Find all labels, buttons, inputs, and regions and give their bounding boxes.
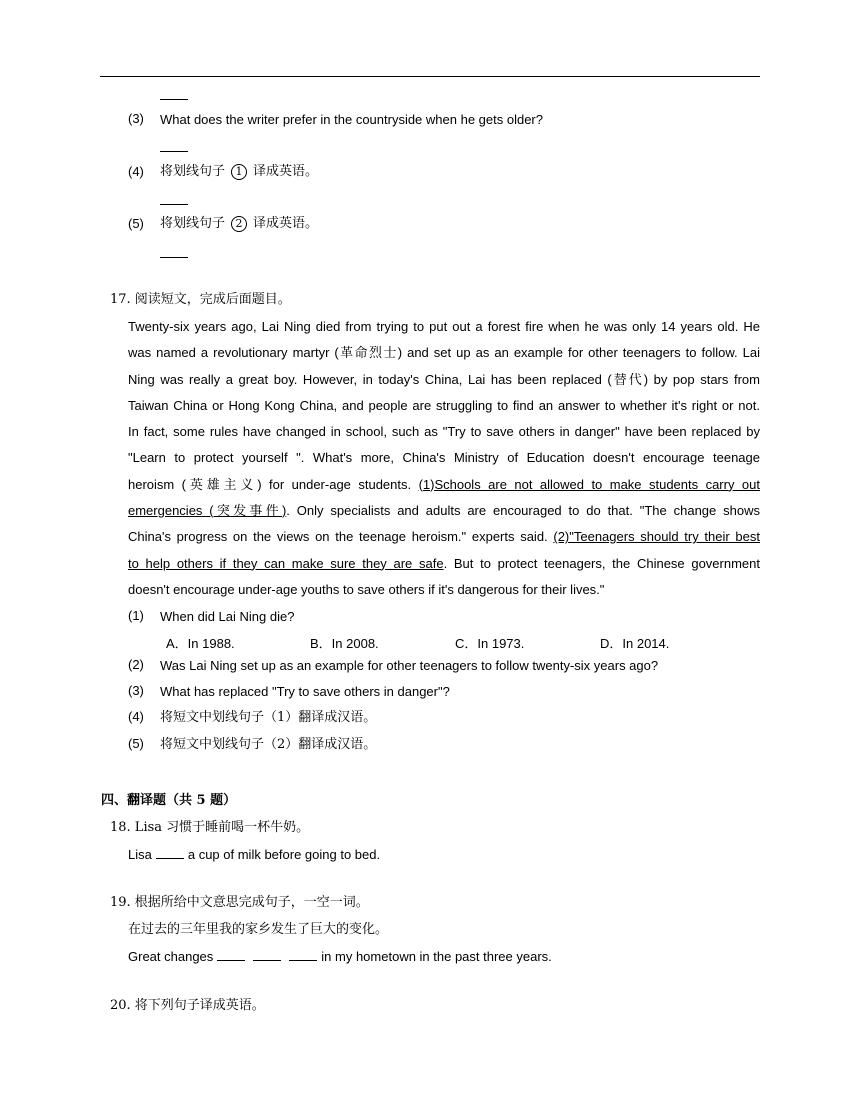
passage-line: to help others if they can make sure they are safe. But to protect teenagers, the Chinese government <box>128 555 760 571</box>
answer-blank[interactable] <box>289 948 317 961</box>
underlined-sentence-1: emergencies ( <box>128 503 214 519</box>
question-title: 18. Lisa 习惯于睡前喝一杯牛奶。 <box>110 820 310 835</box>
underlined-sentence-2: (2)"Teenagers should try their best <box>553 529 760 545</box>
underlined-sentence-1: (1)Schools are not allowed to make students carry out <box>418 476 760 492</box>
answer-blank[interactable] <box>217 948 245 961</box>
question-number: (2) <box>128 657 144 672</box>
question-number: (1) <box>128 608 144 623</box>
option-b[interactable]: B．In 2008. <box>310 636 379 651</box>
underlined-sentence-2: to help others if they can make sure they are safe <box>128 555 444 571</box>
question-number: (5) <box>128 216 144 231</box>
question-text: What has replaced "Try to save others in danger"? <box>160 684 450 699</box>
question-number: (4) <box>128 709 144 724</box>
question-number: (3) <box>128 111 144 126</box>
fill-in-sentence: Lisa a cup of milk before going to bed. <box>128 847 381 862</box>
passage-line: Twenty-six years ago, Lai Ning died from trying to put out a forest fire when he was only 14 years old. He <box>128 319 760 334</box>
question-text: When did Lai Ning die? <box>160 609 295 624</box>
question-text: What does the writer prefer in the countryside when he gets older? <box>160 112 543 127</box>
question-title: 20. 将下列句子译成英语。 <box>110 998 265 1013</box>
answer-blank[interactable] <box>160 257 188 258</box>
option-c[interactable]: C．In 1973. <box>455 636 525 651</box>
passage-line: was named a revolutionary martyr (革命烈士) and set up as an example for other teenagers to follow. Lai <box>128 345 760 362</box>
option-a[interactable]: A．In 1988. <box>166 636 235 651</box>
answer-blank[interactable] <box>160 151 188 152</box>
passage-line: Ning was really a great boy. However, in today's China, Lai has been replaced (替代) by pop stars from <box>128 371 760 388</box>
reading-passage <box>128 314 760 603</box>
passage-line: Taiwan China or Hong Kong China, and people are struggling to find an answer to whether it's right or not. <box>128 397 760 413</box>
question-text <box>160 215 318 233</box>
question-text-part: 译成英语。 <box>253 216 319 231</box>
answer-blank[interactable] <box>160 99 188 100</box>
passage-line: In fact, some rules have changed in school, such as "Try to save others in danger" have been replaced by <box>128 424 760 440</box>
passage-line: doesn't encourage under-age youths to save others if it's dangerous for their lives." <box>128 581 605 597</box>
answer-blank[interactable] <box>160 204 188 205</box>
passage-line: heroism (英雄主义) for under-age students. (1)Schools are not allowed to make students carry out <box>128 476 760 493</box>
section-heading: 四、翻译题（共 5 题） <box>101 793 237 808</box>
option-d[interactable]: D．In 2014. <box>600 636 670 651</box>
circled-number-icon: 2 <box>231 216 247 232</box>
circled-number-icon: 1 <box>231 164 247 180</box>
passage-line: China's progress on the views on the teenage heroism." experts said. (2)"Teenagers should try their best <box>128 529 760 545</box>
question-text: 将短文中划线句子（2）翻译成汉语。 <box>160 737 377 752</box>
question-title: 19. 根据所给中文意思完成句子，一空一词。 <box>110 895 369 910</box>
fill-in-sentence: Great changes in my hometown in the past three years. <box>128 949 552 964</box>
question-text-part: 译成英语。 <box>253 164 319 179</box>
passage-line: emergencies (突发事件). Only specialists and adults are encouraged to do that. "The change shows <box>128 503 760 520</box>
question-text-part: 将划线句子 <box>160 164 226 179</box>
question-number: (5) <box>128 736 144 751</box>
question-title: 17. 阅读短文，完成后面题目。 <box>110 292 291 307</box>
question-text <box>160 163 318 181</box>
question-text: Was Lai Ning set up as an example for other teenagers to follow twenty-six years ago? <box>160 658 659 673</box>
answer-blank[interactable] <box>156 846 184 859</box>
question-number: (3) <box>128 683 144 698</box>
answer-blank[interactable] <box>253 948 281 961</box>
passage-line: "Learn to protect yourself ". What's more, China's Ministry of Education doesn't encourage teenage <box>128 450 760 466</box>
question-text-part: 将划线句子 <box>160 216 226 231</box>
header-rule <box>100 76 760 77</box>
chinese-sentence: 在过去的三年里我的家乡发生了巨大的变化。 <box>128 922 389 937</box>
question-text: 将短文中划线句子（1）翻译成汉语。 <box>160 710 377 725</box>
question-number: (4) <box>128 164 144 179</box>
